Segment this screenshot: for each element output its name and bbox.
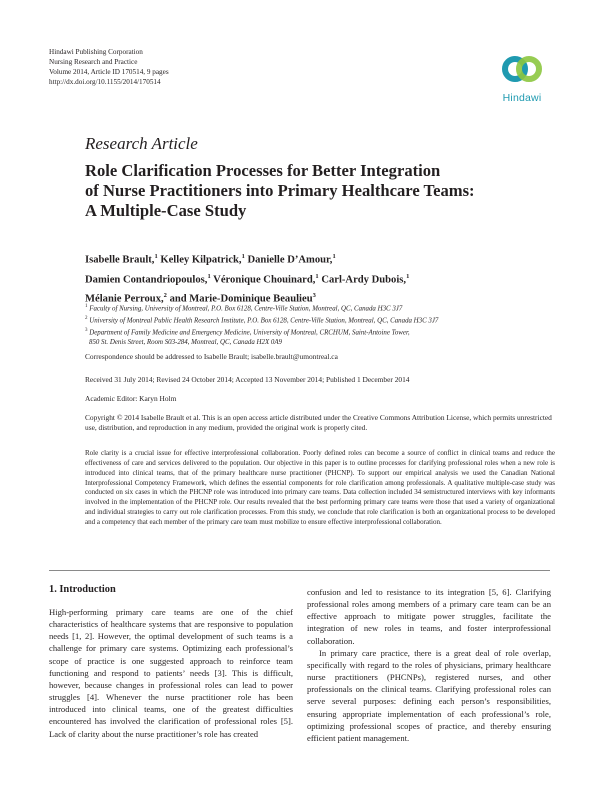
affiliation: [85, 314, 555, 326]
affiliation: [85, 326, 555, 338]
article-dates: Received 31 July 2014; Revised 24 October 2014; Accepted 13 November 2014; Published 1 December 2014: [85, 375, 410, 384]
journal-name: Nursing Research and Practice: [49, 58, 138, 66]
author-affil-sup: 2: [163, 292, 167, 300]
doi-link[interactable]: http://dx.doi.org/10.1155/2014/170514: [49, 78, 161, 86]
affiliation-sup: 2: [85, 315, 88, 321]
affiliation-text: University of Montreal Public Health Research Institute, P.O. Box 6128, Centre-Ville Station, Montreal, QC, Canada H3C 3J7: [89, 317, 439, 325]
affiliation-text: 850 St. Denis Street, Room S03-284, Montreal, QC, Canada H2X 0A9: [89, 338, 282, 346]
journal-header: [49, 47, 309, 87]
author-affil-sup: 3: [312, 292, 316, 300]
affiliation-sup: 3: [85, 327, 88, 333]
author-affil-sup: 1: [207, 272, 211, 280]
logo-wordmark: Hindawi: [502, 92, 542, 104]
paragraph: confusion and led to resistance to its integration [5, 6]. Clarifying professional roles among members of a primary care team can be an effective approach to mitigate power struggles, facilitate the integration of new roles in teams, and foster interprofessional collaboration.: [307, 587, 551, 646]
right-column: [307, 586, 551, 744]
author-affil-sup: 1: [406, 272, 410, 280]
author-name: Isabelle Brault,: [85, 254, 155, 266]
title-line: A Multiple-Case Study: [85, 201, 247, 220]
title-line: of Nurse Practitioners into Primary Healthcare Teams:: [85, 181, 475, 200]
affiliation: [85, 338, 555, 348]
author-affil-sup: 1: [332, 253, 336, 260]
author-name: Carl-Ardy Dubois,: [321, 274, 407, 286]
correspondence: Correspondence should be addressed to Isabelle Brault; isabelle.brault@umontreal.ca: [85, 352, 338, 361]
affiliations: [85, 302, 555, 347]
paragraph: In primary care practice, there is a great deal of role overlap, specifically with regard to the roles of physicians, primary healthcare nurse practitioners (PHCNPs), registered nurses, and other professionals on the clinical teams. Clarifying professional roles can serve several purposes: defining each person’s responsibilities, ensuring appropriate implementation of each professional’s role, optimizing professional scopes of practice, and thereby ensuring efficient patient management.: [307, 647, 551, 743]
affiliation-sup: 1: [85, 304, 88, 309]
affiliation: [85, 302, 555, 314]
author-list: [85, 249, 525, 308]
left-column: [49, 606, 293, 740]
volume-info: Volume 2014, Article ID 170514, 9 pages: [49, 68, 169, 76]
copyright-notice: Copyright © 2014 Isabelle Brault et al. This is an open access article distributed under the Creative Commons Attribution License, which permits unrestricted use, distribution, and reproduction in any medium, provided the original work is properly cited.: [85, 413, 552, 432]
affiliation-text: Faculty of Nursing, University of Montreal, P.O. Box 6128, Centre-Ville Station, Montreal, QC, Canada H3C 3J7: [89, 305, 403, 313]
section-heading: 1. Introduction: [49, 584, 116, 595]
title-line: Role Clarification Processes for Better Integration: [85, 161, 441, 180]
paragraph: High-performing primary care teams are one of the chief characteristics of healthcare systems that are responsive to population needs [1, 2]. However, the optimal development of such teams is a challenge for primary care systems. Optimizing each professional’s scope of practice is one suggested approach to reinforce team functioning and respond to patients’ needs [3]. This is difficult, however, because changes in professional roles can lead to power struggles [4]. Whenever the nurse practitioner role has been introduced into clinical teams, one of the greatest difficulties encountered has involved the clarification of professional roles [5]. Lack of clarity about the nurse practitioner’s role has created: [49, 607, 293, 739]
article-title: [85, 161, 555, 221]
author-affil-sup: 1: [315, 272, 319, 280]
author-name: Véronique Chouinard,: [213, 274, 316, 286]
author-name: Kelley Kilpatrick,: [160, 254, 242, 266]
author-name: and Marie-Dominique Beaulieu: [169, 293, 313, 305]
logo-ring-right: [519, 59, 539, 79]
author-affil-sup: 1: [154, 253, 158, 260]
academic-editor: Academic Editor: Karyn Holm: [85, 394, 177, 403]
author-affil-sup: 1: [241, 253, 245, 260]
affiliation-text: Department of Family Medicine and Emergency Medicine, University of Montreal, CRCHUM, Saint-Antoine Tower,: [89, 329, 410, 337]
section-divider: [49, 570, 550, 571]
abstract: Role clarity is a crucial issue for effective interprofessional collaboration. Poorly defined roles can become a source of conflict in clinical teams and reduce the effectiveness of care and services delivered to the population. Our objective in this paper is to outline processes for clarifying professional roles when a new role is introduced into clinical teams, that of the primary healthcare nurse practitioner (PHCNP). To support our empirical analysis we used the Canadian National Interprofessional Competency Framework, which defines the essential components for role clarification among professionals. A qualitative multiple-case study was conducted on six cases in which the PHCNP role was introduced into primary care teams. Data collection included 34 semistructured interviews with key informants involved in the implementation of the PHCNP role. Our results revealed that the best performing primary care teams were those that used a variety of organizational and individual strategies to carry out role clarification processes. From this study, we conclude that role clarification is both an organizational process to be developed and a competency that each member of the primary care team must mobilize to ensure effective interprofessional collaboration.: [85, 449, 555, 526]
author-name: Damien Contandriopoulos,: [85, 274, 208, 286]
article-type: Research Article: [85, 134, 198, 153]
author-name: Mélanie Perroux,: [85, 293, 164, 305]
author-name: Danielle D’Amour,: [247, 254, 333, 266]
publisher-name: Hindawi Publishing Corporation: [49, 48, 143, 56]
